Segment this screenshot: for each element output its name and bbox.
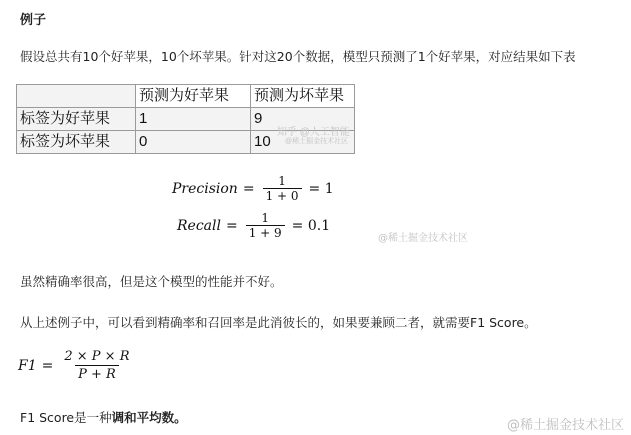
fraction-denominator: 1 + 9	[246, 225, 285, 240]
precision-label: Precision	[172, 180, 238, 197]
watermark-text: 知乎 @人工智能	[277, 127, 350, 138]
fraction-numerator: 1	[261, 211, 269, 225]
fraction-numerator: 1	[278, 174, 286, 188]
table-cell: 1	[136, 108, 251, 131]
table-header-row	[17, 85, 355, 108]
recall-fraction	[246, 211, 285, 240]
paragraph: 从上述例子中，可以看到精确率和召回率是此消彼长的，如果要兼顾二者，就需要F1 Score。	[20, 315, 537, 330]
equals-sign: =	[225, 217, 238, 234]
intro-paragraph: 假设总共有10个好苹果，10个坏苹果。针对这20个数据，模型只预测了1个好苹果，对应结果如下表	[20, 49, 576, 64]
table-cell	[251, 127, 355, 154]
precision-formula	[172, 174, 334, 203]
table-header-cell: 预测为好苹果	[136, 85, 251, 108]
table-header-cell: 预测为坏苹果	[251, 85, 355, 108]
table-header-cell	[17, 85, 136, 108]
f1-formula	[18, 348, 135, 383]
f1-fraction	[61, 348, 132, 383]
watermark-text: @稀土掘金技术社区	[378, 233, 468, 244]
watermark-text: @稀土掘金技术社区	[285, 138, 349, 145]
fraction-denominator: P + R	[75, 365, 119, 383]
equals-sign: =	[41, 357, 54, 374]
table-watermark	[277, 127, 350, 148]
confusion-table	[16, 84, 355, 154]
emphasis-text: 调和平均数。	[111, 410, 187, 425]
fraction-numerator: 2 × P × R	[64, 349, 130, 364]
precision-fraction	[263, 174, 302, 203]
paragraph: 虽然精确率很高，但是这个模型的性能并不好。	[20, 274, 283, 289]
watermark-text: @稀土掘金技术社区	[507, 418, 625, 433]
example-heading: 例子	[20, 13, 47, 28]
table-cell: 标签为坏苹果	[17, 131, 136, 154]
recall-label: Recall	[177, 217, 221, 234]
paragraph-text: F1 Score是一种	[20, 410, 112, 425]
precision-result: = 1	[308, 180, 334, 197]
fraction-denominator: 1 + 0	[263, 188, 302, 203]
table-cell: 0	[136, 131, 251, 154]
table-cell-value: 10	[254, 133, 271, 150]
recall-formula	[177, 211, 330, 240]
equals-sign: =	[242, 180, 255, 197]
recall-result: = 0.1	[291, 217, 331, 234]
f1-label: F1	[18, 357, 37, 374]
table-cell: 标签为好苹果	[17, 108, 136, 131]
table-cell: 9	[251, 108, 355, 131]
table-row	[17, 131, 355, 154]
paragraph	[20, 408, 187, 426]
